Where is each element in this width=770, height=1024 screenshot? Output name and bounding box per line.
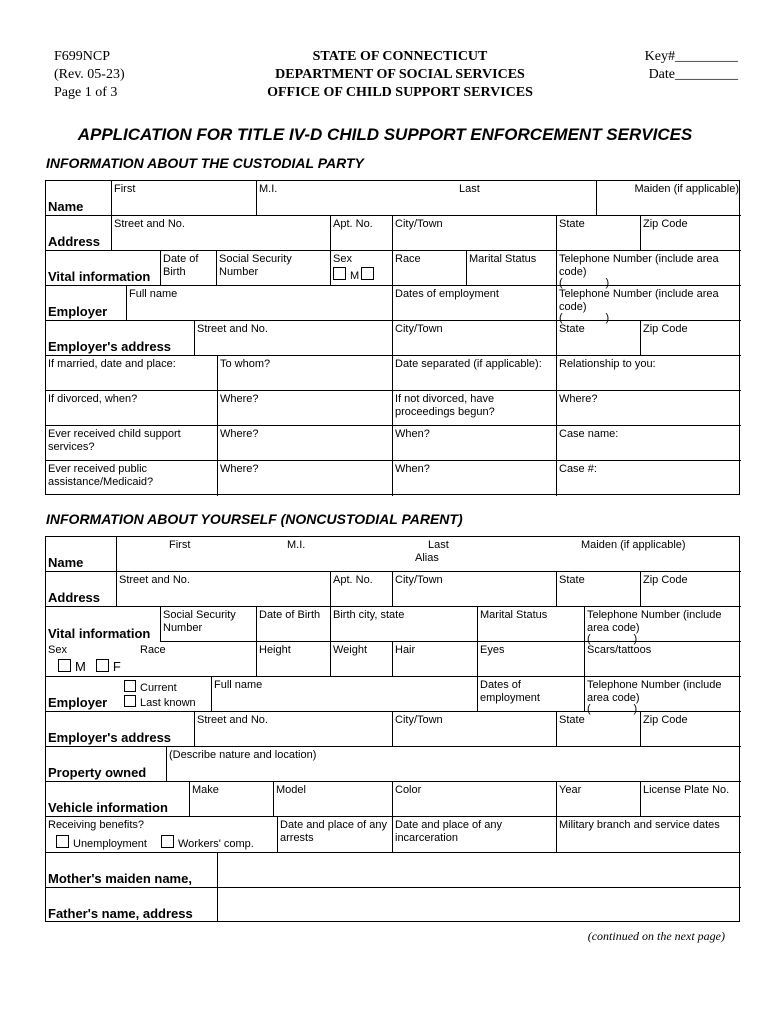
cp-employer-street-field[interactable]: Street and No. (195, 321, 393, 356)
cp-employer-city-field[interactable]: City/Town (393, 321, 557, 356)
name-label-cell: Name (46, 181, 112, 216)
mother-label-cell: Mother's maiden name, (46, 853, 218, 888)
cp-marital-field[interactable]: Marital Status (467, 251, 557, 286)
cp-telephone-field[interactable]: Telephone Number (include area code) ( ) (557, 251, 741, 286)
case-number-field[interactable]: Case #: (559, 463, 597, 475)
cp-race-field[interactable]: Race (393, 251, 467, 286)
cp-sex-field: Sex M (331, 251, 393, 286)
ncp-birth-city-field[interactable]: Birth city, state (331, 607, 478, 642)
arrests-field[interactable]: Date and place of any arrests (278, 817, 393, 853)
sex-checkbox-2[interactable] (361, 267, 374, 280)
cp-mi-field[interactable]: M.I. (257, 181, 597, 216)
ncp-marital-field[interactable]: Marital Status (478, 607, 585, 642)
ncp-name-field[interactable]: First M.I. Last Alias (117, 537, 597, 572)
noncustodial-parent-table (45, 536, 740, 922)
ncp-employer-telephone-field[interactable]: Telephone Number (include area code) ( ) (585, 677, 741, 712)
ncp-sex-field: Sex M F (46, 642, 138, 677)
ncp-scars-field[interactable]: Scars/tattoos (585, 642, 741, 677)
ncp-race-field[interactable]: Race (138, 642, 257, 677)
public-assistance-where-field[interactable]: Where? (218, 461, 393, 496)
ncp-eyes-field[interactable]: Eyes (478, 642, 585, 677)
ever-child-support-field[interactable]: Ever received child support services? (46, 426, 218, 461)
ncp-address-label-cell: Address (46, 572, 117, 607)
unemployment-checkbox[interactable] (56, 835, 69, 848)
cp-zip-field[interactable]: Zip Code (641, 216, 741, 251)
ncp-sex-m-checkbox[interactable] (58, 659, 71, 672)
ncp-name-label-cell: Name (46, 537, 117, 572)
married-to-whom-field[interactable]: To whom? (218, 356, 393, 391)
workers-comp-checkbox[interactable] (161, 835, 174, 848)
ncp-employer-label-cell: Employer Current Last known (46, 677, 212, 712)
military-field[interactable]: Military branch and service dates (557, 817, 741, 853)
proceedings-where-field[interactable]: Where? (557, 391, 741, 426)
section-title-noncustodial: INFORMATION ABOUT YOURSELF (NONCUSTODIAL PARENT) (46, 511, 463, 527)
ncp-employer-zip-field[interactable]: Zip Code (641, 712, 741, 747)
proceedings-field[interactable]: If not divorced, have proceedings begun? (393, 391, 557, 426)
divorced-field[interactable]: If divorced, when? (46, 391, 218, 426)
vehicle-make-field[interactable]: Make (190, 782, 274, 817)
cp-street-field[interactable]: Street and No. (112, 216, 331, 251)
vehicle-color-field[interactable]: Color (393, 782, 557, 817)
ncp-apt-field[interactable]: Apt. No. (331, 572, 393, 607)
ncp-dob-field[interactable]: Date of Birth (257, 607, 331, 642)
continued-note: (continued on the next page) (587, 929, 725, 943)
sex-checkbox-1[interactable] (333, 267, 346, 280)
vehicle-label-cell: Vehicle information (46, 782, 190, 817)
section-title-custodial: INFORMATION ABOUT THE CUSTODIAL PARTY (46, 155, 364, 171)
employer-address-label-cell: Employer's address (46, 321, 195, 356)
cp-state-field[interactable]: State (557, 216, 641, 251)
cp-apt-field[interactable]: Apt. No. (331, 216, 393, 251)
cp-employer-telephone-field[interactable]: Telephone Number (include area code) ( ) (557, 286, 741, 321)
cp-employer-name-field[interactable]: Full name (127, 286, 393, 321)
form-title: APPLICATION FOR TITLE IV-D CHILD SUPPORT ENFORCEMENT SERVICES (77, 125, 693, 144)
vehicle-year-field[interactable]: Year (557, 782, 641, 817)
ncp-employment-dates-field[interactable]: Dates of employment (478, 677, 585, 712)
benefits-field: Receiving benefits? Unemployment Workers' comp. (46, 817, 278, 853)
ncp-zip-field[interactable]: Zip Code (641, 572, 741, 607)
vehicle-model-field[interactable]: Model (274, 782, 393, 817)
form-revision: (Rev. 05-23) (54, 67, 125, 82)
last-known-employer-checkbox[interactable] (124, 695, 136, 707)
public-assistance-when-field[interactable]: When? (393, 461, 557, 496)
ncp-weight-field[interactable]: Weight (331, 642, 393, 677)
vital-label-cell: Vital information (46, 251, 161, 286)
property-field[interactable]: (Describe nature and location) (167, 747, 741, 782)
cp-employment-dates-field[interactable]: Dates of employment (393, 286, 557, 321)
ncp-sex-f-checkbox[interactable] (96, 659, 109, 672)
ncp-city-field[interactable]: City/Town (393, 572, 557, 607)
mother-maiden-name-field[interactable] (218, 853, 741, 888)
license-plate-field[interactable]: License Plate No. (641, 782, 741, 817)
cp-city-field[interactable]: City/Town (393, 216, 557, 251)
relationship-field[interactable]: Relationship to you: (557, 356, 741, 391)
form-id-block (54, 48, 125, 102)
property-label-cell: Property owned (46, 747, 167, 782)
page-number: Page 1 of 3 (54, 85, 118, 100)
ncp-maiden-name-field[interactable]: Maiden (if applicable) (597, 537, 741, 572)
cp-employer-state-field[interactable]: State (557, 321, 641, 356)
father-name-address-field[interactable] (218, 888, 741, 922)
current-employer-checkbox[interactable] (124, 680, 136, 692)
incarceration-field[interactable]: Date and place of any incarceration (393, 817, 557, 853)
cp-maiden-name-field[interactable]: Maiden (if applicable) (597, 181, 741, 216)
date-field[interactable]: Date_________ (648, 67, 738, 82)
ncp-employer-street-field[interactable]: Street and No. (195, 712, 393, 747)
ncp-street-field[interactable]: Street and No. (117, 572, 331, 607)
ncp-employer-city-field[interactable]: City/Town (393, 712, 557, 747)
ncp-employer-state-field[interactable]: State (557, 712, 641, 747)
agency-department: DEPARTMENT OF SOCIAL SERVICES (275, 67, 525, 82)
address-label-cell: Address (46, 216, 112, 251)
custodial-party-table (45, 180, 740, 495)
cp-dob-field[interactable]: Date of Birth (161, 251, 217, 286)
date-separated-field[interactable]: Date separated (if applicable): (393, 356, 557, 391)
agency-office: OFFICE OF CHILD SUPPORT SERVICES (267, 85, 533, 100)
agency-block (230, 48, 570, 102)
agency-state: STATE OF CONNECTICUT (312, 49, 488, 64)
cp-first-name-field[interactable]: First (112, 181, 257, 216)
key-field[interactable]: Key#_________ (644, 49, 738, 64)
ncp-employer-name-field[interactable]: Full name (212, 677, 478, 712)
cp-ssn-field[interactable]: Social Security Number (217, 251, 331, 286)
father-label-cell: Father's name, address (46, 888, 218, 922)
ever-public-assistance-field[interactable]: Ever received public assistance/Medicaid? (46, 461, 218, 496)
form-number: F699NCP (54, 49, 111, 64)
case-name-field[interactable]: Case name: (557, 426, 741, 461)
ncp-hair-field[interactable]: Hair (393, 642, 478, 677)
ncp-state-field[interactable]: State (557, 572, 641, 607)
cp-last-name-field[interactable]: Last (397, 181, 597, 216)
cp-employer-zip-field[interactable]: Zip Code (641, 321, 741, 356)
child-support-when-field[interactable]: When? (393, 426, 557, 461)
child-support-where-field[interactable]: Where? (218, 426, 393, 461)
ncp-height-field[interactable]: Height (257, 642, 331, 677)
office-use-block (580, 48, 738, 84)
employer-label-cell: Employer (46, 286, 127, 321)
married-field[interactable]: If married, date and place: (46, 356, 218, 391)
divorced-where-field[interactable]: Where? (218, 391, 393, 426)
ncp-employer-address-label-cell: Employer's address (46, 712, 195, 747)
ncp-ssn-field[interactable]: Social Security Number (161, 607, 257, 642)
ncp-telephone-field[interactable]: Telephone Number (include area code) ( ) (585, 607, 741, 642)
ncp-vital-label-cell: Vital information (46, 607, 161, 642)
